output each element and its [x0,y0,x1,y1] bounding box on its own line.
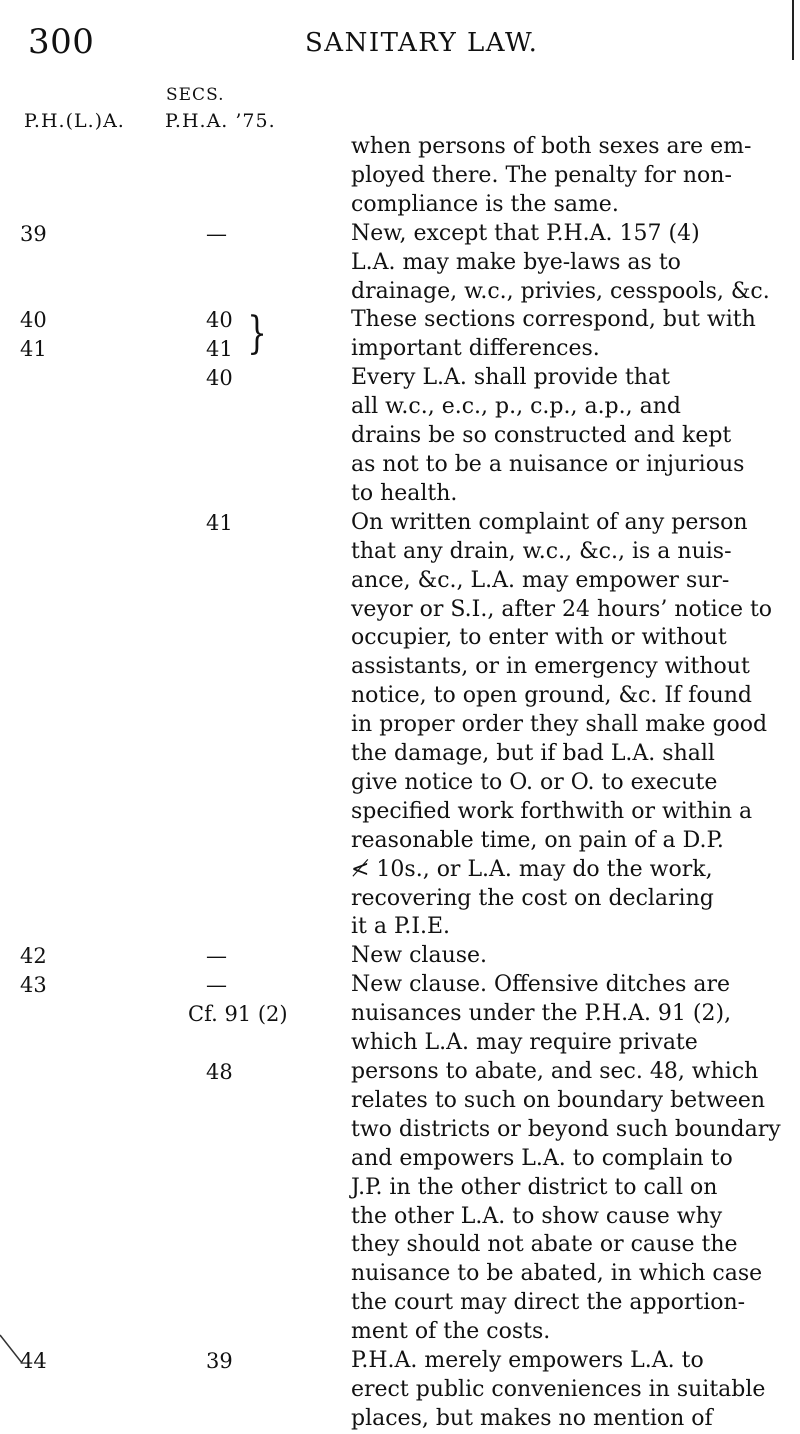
section-number-pha-75: 39 [206,1349,233,1374]
text-line: the damage, but if bad L.A. shall [351,741,715,767]
text-line: in proper order they shall make good [351,712,768,738]
section-text [351,509,773,943]
section-entry [0,971,800,1000]
text-line: which L.A. may require private [351,1030,698,1056]
text-line: two districts or beyond such boundary [351,1116,781,1142]
section-entry [0,220,800,307]
text-line: P.H.A. merely empowers L.A. to [351,1348,704,1374]
text-line: erect public conveniences in suitable [351,1376,766,1402]
section-text [351,1347,766,1434]
section-entry [0,1058,800,1347]
text-line: occupier, to enter with or without [351,625,727,651]
page-header [0,22,800,72]
text-line: New clause. Offensive ditches are [351,972,731,998]
text-line: L.A. may make bye-laws as to [351,249,681,275]
section-text [351,971,751,1000]
text-line: as not to be a nuisance or injurious [351,451,745,477]
text-line: ment of the costs. [351,1319,551,1345]
section-text [351,1058,781,1347]
page-number: 300 [28,22,95,62]
section-number-phla: 40 41 [20,308,47,362]
text-line: New, except that P.H.A. 157 (4) [351,220,700,246]
text-line: and empowers L.A. to complain to [351,1145,733,1171]
section-entries [0,133,800,1434]
running-title: SANITARY LAW. [305,28,539,58]
text-line: they should not abate or cause the [351,1232,738,1258]
text-line: when persons of both sexes are em- [351,134,752,159]
text-line: the other L.A. to show cause why [351,1203,723,1229]
corner-mark [0,1333,24,1363]
text-line: drains be so constructed and kept [351,423,732,449]
section-number-pha-75: 41 [206,510,233,535]
section-number-phla: 43 [20,973,47,998]
section-text [351,306,756,364]
section-number-phla: 42 [20,944,47,969]
section-text [351,133,751,220]
sections-label: SECS. [166,85,225,105]
text-line: it a P.I.E. [351,914,451,940]
section-entry [0,1347,800,1434]
text-line: to health. [351,480,458,506]
text-line: New clause. [351,943,488,969]
text-line: drainage, w.c., privies, cesspools, &c. [351,278,770,304]
text-line: recovering the cost on declaring [351,885,714,911]
section-number-pha-75: 48 [206,1060,233,1084]
text-line: relates to such on boundary between [351,1087,766,1113]
text-line: all w.c., e.c., p., c.p., a.p., and [351,394,681,420]
section-text [351,220,770,307]
section-number-pha-75: 40 41 [206,308,233,362]
text-line: places, but makes no mention of [351,1405,713,1431]
section-entry [0,364,800,509]
section-text [351,1000,751,1058]
column-heading-pha-75: P.H.A. ’75. [165,110,276,132]
text-line: specified work forthwith or within a [351,798,753,824]
text-line: nuisances under the P.H.A. 91 (2), [351,1001,732,1027]
text-line: Every L.A. shall provide that [351,365,670,391]
text-line: On written complaint of any person [351,509,748,535]
text-line: give notice to O. or O. to execute [351,769,718,795]
text-line: important differences. [351,336,600,362]
section-text [351,942,751,971]
text-line: ance, &c., L.A. may empower sur- [351,567,730,593]
text-line: These sections correspond, but with [351,307,756,333]
text-line: veyor or S.I., after 24 hours’ notice to [351,596,773,622]
section-entry [0,509,800,943]
text-line: the court may direct the apportion- [351,1290,746,1316]
section-number-pha-75: 40 [206,366,233,391]
section-entry [0,133,800,220]
section-entry [0,1000,800,1058]
text-line: reasonable time, on pain of a D.P. [351,827,724,853]
section-number-phla: 44 [20,1349,47,1374]
section-number-pha-75: Cf. 91 (2) [188,1002,288,1027]
text-line: assistants, or in emergency without [351,654,750,680]
text-line: ≮ 10s., or L.A. may do the work, [351,856,713,882]
section-text [351,364,751,509]
grouping-brace: } [247,308,267,360]
text-line: nuisance to be abated, in which case [351,1261,763,1287]
text-line: that any drain, w.c., &c., is a nuis- [351,538,732,564]
text-line: notice, to open ground, &c. If found [351,683,752,709]
column-heading-phla: P.H.(L.)A. [24,110,125,132]
section-entry [0,942,800,971]
section-number-pha-75: — [206,973,227,998]
text-line: persons to abate, and sec. 48, which [351,1059,759,1084]
section-number-phla: 39 [20,221,47,246]
text-line: ployed there. The penalty for non- [351,162,732,188]
text-line: J.P. in the other district to call on [351,1174,718,1200]
section-entry [0,306,800,364]
section-number-pha-75: — [206,221,227,246]
section-number-pha-75: — [206,944,227,969]
text-line: compliance is the same. [351,191,619,217]
